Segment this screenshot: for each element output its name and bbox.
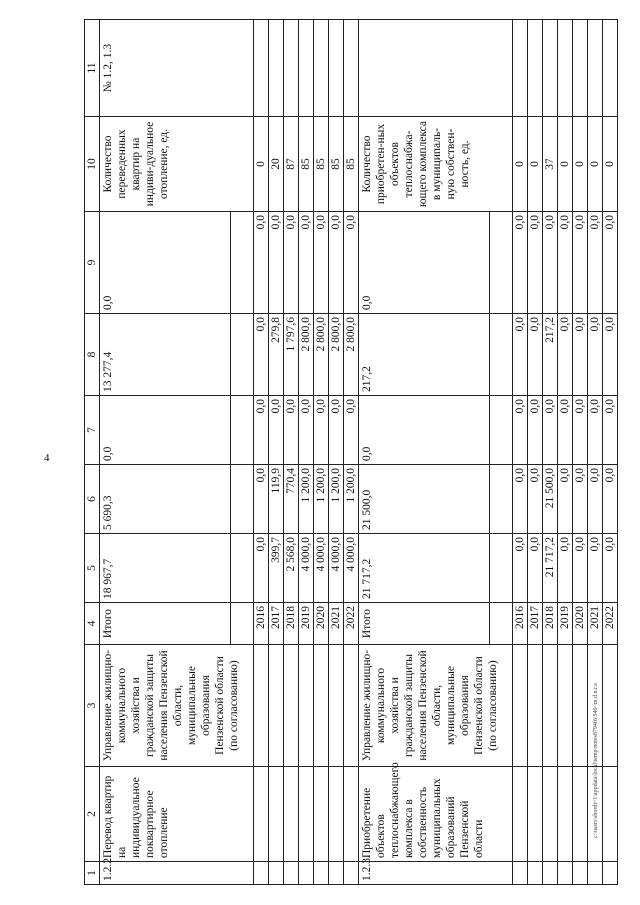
amount-cell: 2 800,0	[328, 314, 343, 396]
empty-cell	[253, 20, 268, 117]
empty-cell	[557, 20, 572, 117]
amount-cell: 1 797,6	[283, 314, 298, 396]
amount-cell: 21 717,2	[542, 534, 557, 603]
year-row	[253, 20, 268, 885]
amount-cell: 4 000,0	[328, 534, 343, 603]
amount-cell: 0,0	[587, 212, 602, 314]
empty-cell	[512, 645, 527, 767]
amount-cell: 1 200,0	[313, 465, 328, 534]
year-cell: 2019	[298, 603, 313, 645]
amount-cell: 0,0	[527, 396, 542, 465]
total-label: Итого	[100, 603, 231, 645]
indicator-link: № 1.2, 1.3	[100, 20, 254, 117]
empty-cell	[542, 645, 557, 767]
empty-cell	[602, 645, 617, 767]
amount-cell: 4 000,0	[343, 534, 358, 603]
activity-name: Перевод квартир на индивидуальное поквартирное отопление	[100, 767, 254, 862]
empty-cell	[313, 862, 328, 885]
amount-cell: 0,0	[328, 396, 343, 465]
year-cell: 2016	[512, 603, 527, 645]
empty-cell	[230, 212, 253, 314]
indicator-link	[358, 20, 512, 117]
amount-cell: 0,0	[268, 396, 283, 465]
year-cell: 2021	[587, 603, 602, 645]
amount-cell: 0,0	[253, 534, 268, 603]
amount-cell: 0,0	[512, 465, 527, 534]
empty-cell	[602, 20, 617, 117]
empty-cell	[298, 20, 313, 117]
amount-cell: 2 800,0	[343, 314, 358, 396]
column-number-row	[85, 20, 100, 885]
col-header-8: 8	[85, 314, 100, 396]
empty-cell	[343, 645, 358, 767]
amount-cell: 0,0	[602, 534, 617, 603]
amount-cell: 0,0	[572, 396, 587, 465]
empty-cell	[253, 862, 268, 885]
amount-cell: 0,0	[268, 212, 283, 314]
indicator-value: 0	[512, 117, 527, 212]
empty-cell	[298, 767, 313, 862]
amount-cell: 0,0	[557, 534, 572, 603]
amount-cell: 0,0	[572, 314, 587, 396]
empty-cell	[268, 767, 283, 862]
amount-cell: 0,0	[283, 396, 298, 465]
empty-cell	[343, 767, 358, 862]
total-value: 18 967,7	[100, 534, 231, 603]
amount-cell: 0,0	[557, 396, 572, 465]
amount-cell: 4 000,0	[298, 534, 313, 603]
empty-cell	[527, 767, 542, 862]
empty-cell	[268, 645, 283, 767]
empty-cell	[557, 645, 572, 767]
col-header-5: 5	[85, 534, 100, 603]
empty-cell	[587, 645, 602, 767]
amount-cell: 0,0	[527, 534, 542, 603]
amount-cell: 2 800,0	[298, 314, 313, 396]
total-label: Итого	[358, 603, 489, 645]
year-row	[512, 20, 527, 885]
year-cell: 2020	[572, 603, 587, 645]
activity-name: Приобретение объектов теплоснабжающего комплекса в собственность муниципальных образований Пензенской области	[358, 767, 512, 862]
amount-cell: 0,0	[572, 465, 587, 534]
amount-cell: 0,0	[557, 465, 572, 534]
year-cell: 2019	[557, 603, 572, 645]
empty-cell	[587, 20, 602, 117]
empty-cell	[542, 20, 557, 117]
empty-cell	[283, 862, 298, 885]
indicator-value: 0	[602, 117, 617, 212]
amount-cell: 0,0	[542, 212, 557, 314]
indicator-value: 20	[268, 117, 283, 212]
amount-cell: 0,0	[557, 314, 572, 396]
empty-cell	[230, 396, 253, 465]
year-row	[298, 20, 313, 885]
total-value: 0,0	[100, 212, 231, 314]
amount-cell: 0,0	[587, 396, 602, 465]
amount-cell: 0,0	[253, 314, 268, 396]
table-row	[358, 20, 489, 885]
amount-cell: 1 200,0	[328, 465, 343, 534]
amount-cell: 0,0	[572, 534, 587, 603]
col-header-9: 9	[85, 212, 100, 314]
executor-name: Управление жилищно-коммунального хозяйства и гражданской защиты населения Пензенской области, муниципальные образования Пензенской области (по согласованию)	[358, 645, 512, 767]
amount-cell: 119,9	[268, 465, 283, 534]
total-value: 0,0	[358, 212, 489, 314]
empty-cell	[572, 862, 587, 885]
empty-cell	[512, 20, 527, 117]
indicator-value: 0	[253, 117, 268, 212]
empty-cell	[313, 20, 328, 117]
amount-cell: 0,0	[557, 212, 572, 314]
empty-cell	[572, 645, 587, 767]
total-value: 217,2	[358, 314, 489, 396]
empty-cell	[253, 767, 268, 862]
year-row	[587, 20, 602, 885]
empty-cell	[512, 767, 527, 862]
amount-cell: 0,0	[527, 212, 542, 314]
empty-cell	[230, 465, 253, 534]
indicator-value: 0	[557, 117, 572, 212]
empty-cell	[328, 645, 343, 767]
empty-cell	[587, 862, 602, 885]
amount-cell: 0,0	[253, 396, 268, 465]
amount-cell: 0,0	[283, 212, 298, 314]
year-row	[542, 20, 557, 885]
year-row	[572, 20, 587, 885]
year-row	[557, 20, 572, 885]
executor-name: Управление жилищно-коммунального хозяйства и гражданской защиты населения Пензенской области, муниципальные образования Пензенской области (по согласованию)	[100, 645, 254, 767]
indicator-value: 85	[298, 117, 313, 212]
indicator-value: 85	[313, 117, 328, 212]
empty-cell	[557, 862, 572, 885]
empty-cell	[572, 20, 587, 117]
indicator-value: 37	[542, 117, 557, 212]
empty-cell	[230, 534, 253, 603]
amount-cell: 0,0	[602, 212, 617, 314]
year-cell: 2018	[283, 603, 298, 645]
year-cell: 2022	[602, 603, 617, 645]
footer-file-path: c:\users\sbordi~1\appdata\local\temp\notes8794f6\546~m.d.n.r.a	[593, 683, 599, 838]
rotated-table-container	[84, 20, 618, 885]
indicator-value: 0	[572, 117, 587, 212]
amount-cell: 0,0	[587, 314, 602, 396]
empty-cell	[268, 20, 283, 117]
col-header-10: 10	[85, 117, 100, 212]
empty-cell	[602, 767, 617, 862]
empty-cell	[527, 645, 542, 767]
indicator-value: 85	[343, 117, 358, 212]
empty-cell	[542, 767, 557, 862]
empty-cell	[283, 767, 298, 862]
amount-cell: 770,4	[283, 465, 298, 534]
empty-cell	[343, 20, 358, 117]
empty-cell	[489, 603, 512, 645]
amount-cell: 0,0	[313, 396, 328, 465]
amount-cell: 0,0	[602, 465, 617, 534]
indicator-value: 85	[328, 117, 343, 212]
amount-cell: 0,0	[343, 212, 358, 314]
amount-cell: 0,0	[587, 534, 602, 603]
empty-cell	[268, 862, 283, 885]
total-value: 0,0	[358, 396, 489, 465]
program-budget-table	[84, 19, 618, 885]
empty-cell	[527, 20, 542, 117]
col-header-3: 3	[85, 645, 100, 767]
empty-cell	[328, 767, 343, 862]
empty-cell	[253, 645, 268, 767]
amount-cell: 0,0	[512, 396, 527, 465]
total-value: 21 717,2	[358, 534, 489, 603]
amount-cell: 0,0	[527, 465, 542, 534]
page-number: 4	[44, 452, 50, 464]
indicator-value: 87	[283, 117, 298, 212]
empty-cell	[572, 767, 587, 862]
amount-cell: 0,0	[572, 212, 587, 314]
total-value: 5 690,3	[100, 465, 231, 534]
activity-number: 1.2.3.	[358, 862, 512, 885]
empty-cell	[298, 862, 313, 885]
empty-cell	[283, 20, 298, 117]
year-row	[527, 20, 542, 885]
total-value: 21 500,0	[358, 465, 489, 534]
empty-cell	[313, 767, 328, 862]
amount-cell: 0,0	[512, 212, 527, 314]
empty-cell	[343, 862, 358, 885]
empty-cell	[542, 862, 557, 885]
amount-cell: 0,0	[602, 396, 617, 465]
amount-cell: 399,7	[268, 534, 283, 603]
year-cell: 2018	[542, 603, 557, 645]
amount-cell: 217,2	[542, 314, 557, 396]
empty-cell	[230, 314, 253, 396]
amount-cell: 2 800,0	[313, 314, 328, 396]
empty-cell	[283, 645, 298, 767]
indicator-name: Количество переведенных квартир на индиви-дуальное отопление, ед.	[100, 117, 254, 212]
amount-cell: 0,0	[328, 212, 343, 314]
amount-cell: 1 200,0	[298, 465, 313, 534]
year-row	[268, 20, 283, 885]
amount-cell: 0,0	[587, 465, 602, 534]
total-value: 13 277,4	[100, 314, 231, 396]
amount-cell: 4 000,0	[313, 534, 328, 603]
empty-cell	[489, 465, 512, 534]
empty-cell	[230, 603, 253, 645]
col-header-1: 1	[85, 862, 100, 885]
year-cell: 2016	[253, 603, 268, 645]
year-cell: 2017	[268, 603, 283, 645]
col-header-4: 4	[85, 603, 100, 645]
empty-cell	[489, 212, 512, 314]
empty-cell	[527, 862, 542, 885]
amount-cell: 0,0	[298, 212, 313, 314]
amount-cell: 0,0	[542, 396, 557, 465]
empty-cell	[557, 767, 572, 862]
amount-cell: 0,0	[602, 314, 617, 396]
amount-cell: 279,8	[268, 314, 283, 396]
amount-cell: 2 568,0	[283, 534, 298, 603]
indicator-value: 0	[587, 117, 602, 212]
year-row	[283, 20, 298, 885]
amount-cell: 0,0	[253, 465, 268, 534]
empty-cell	[602, 862, 617, 885]
empty-cell	[313, 645, 328, 767]
year-row	[328, 20, 343, 885]
total-value: 0,0	[100, 396, 231, 465]
table-body	[100, 20, 618, 885]
year-cell: 2022	[343, 603, 358, 645]
indicator-value: 0	[527, 117, 542, 212]
activity-number: 1.2.2.	[100, 862, 254, 885]
indicator-name: Количество приобретен-ных объектов теплоснабжа-ющего комплекса в муниципаль-ную собствен-ность, ед.	[358, 117, 512, 212]
empty-cell	[298, 645, 313, 767]
table-row	[100, 20, 231, 885]
amount-cell: 1 200,0	[343, 465, 358, 534]
amount-cell: 21 500,0	[542, 465, 557, 534]
year-cell: 2021	[328, 603, 343, 645]
empty-cell	[489, 534, 512, 603]
amount-cell: 0,0	[298, 396, 313, 465]
empty-cell	[328, 862, 343, 885]
empty-cell	[587, 767, 602, 862]
empty-cell	[489, 314, 512, 396]
empty-cell	[489, 396, 512, 465]
year-cell: 2017	[527, 603, 542, 645]
year-row	[313, 20, 328, 885]
col-header-2: 2	[85, 767, 100, 862]
empty-cell	[328, 20, 343, 117]
amount-cell: 0,0	[313, 212, 328, 314]
amount-cell: 0,0	[343, 396, 358, 465]
year-row	[343, 20, 358, 885]
col-header-7: 7	[85, 396, 100, 465]
amount-cell: 0,0	[512, 314, 527, 396]
amount-cell: 0,0	[512, 534, 527, 603]
col-header-11: 11	[85, 20, 100, 117]
empty-cell	[512, 862, 527, 885]
amount-cell: 0,0	[527, 314, 542, 396]
year-cell: 2020	[313, 603, 328, 645]
year-row	[602, 20, 617, 885]
amount-cell: 0,0	[253, 212, 268, 314]
col-header-6: 6	[85, 465, 100, 534]
